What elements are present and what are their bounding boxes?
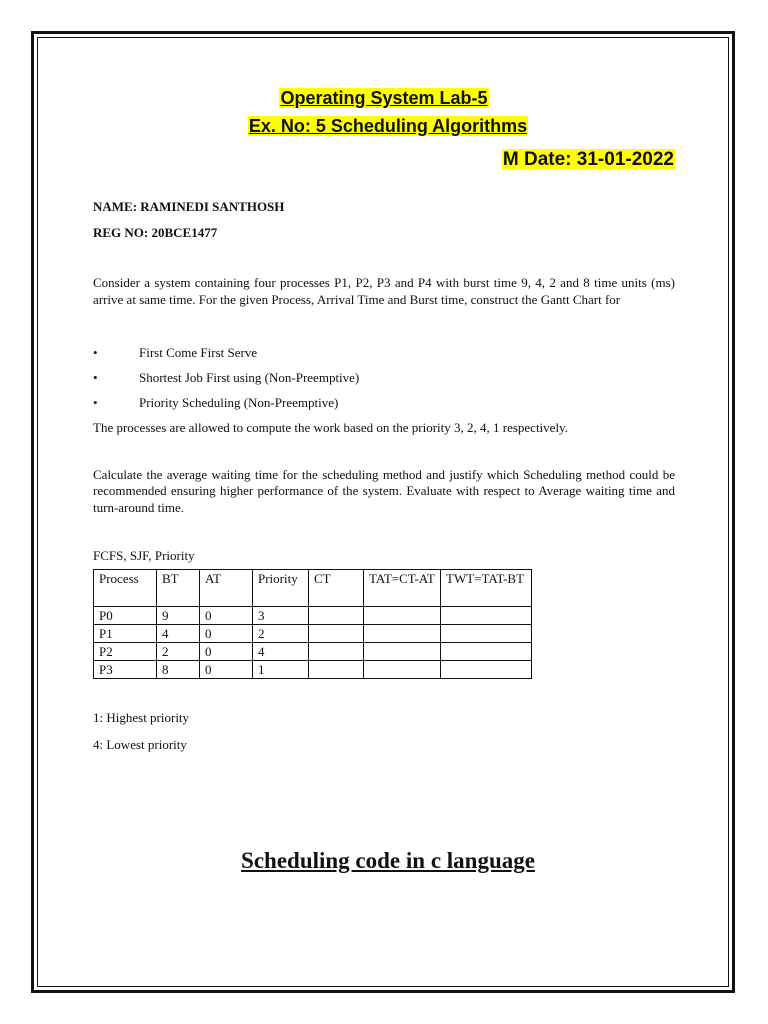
table-cell — [441, 643, 532, 661]
table-row — [94, 643, 532, 661]
table-cell — [309, 625, 364, 643]
table-cell — [364, 643, 441, 661]
table-cell: 2 — [157, 643, 200, 661]
subtitle-row — [101, 114, 675, 142]
table-cell: P1 — [94, 625, 157, 643]
table-cell: 4 — [157, 625, 200, 643]
bullet-icon: • — [93, 395, 98, 410]
column-header-process: Process — [94, 570, 157, 607]
table-row — [94, 607, 532, 625]
method-label: Shortest Job First using (Non-Preemptive) — [139, 370, 360, 385]
document-date: M Date: 31-01-2022 — [502, 149, 674, 170]
table-cell — [441, 661, 532, 679]
student-name: NAME: RAMINEDI SANTHOSH — [93, 199, 285, 214]
table-cell: 3 — [253, 607, 309, 625]
problem-intro: Consider a system containing four processes P1, P2, P3 and P4 with burst time 9, 4, 2 and 8 time units (ms) arrive at same time. For the given Process, Arrival Time and Burst time, construct the Gantt Chart for — [93, 275, 675, 307]
legend-lowest-priority: 4: Lowest priority — [93, 737, 187, 752]
table-cell — [309, 661, 364, 679]
table-cell — [364, 661, 441, 679]
list-item — [93, 370, 675, 395]
column-header-priority: Priority — [253, 570, 309, 607]
table-cell — [441, 607, 532, 625]
table-cell: P0 — [94, 607, 157, 625]
title-row — [93, 86, 675, 114]
table-cell: 9 — [157, 607, 200, 625]
method-label: First Come First Serve — [139, 345, 258, 360]
table-cell — [441, 625, 532, 643]
column-header-tat: TAT=CT-AT — [364, 570, 441, 607]
table-cell: P2 — [94, 643, 157, 661]
process-table — [93, 569, 532, 679]
table-header-row — [94, 570, 532, 607]
table-cell: 0 — [200, 661, 253, 679]
column-header-twt: TWT=TAT-BT — [441, 570, 532, 607]
list-item — [93, 395, 675, 420]
student-reg-no: REG NO: 20BCE1477 — [93, 225, 218, 240]
table-cell: P3 — [94, 661, 157, 679]
code-section-heading: Scheduling code in c language — [241, 848, 535, 873]
column-header-ct: CT — [309, 570, 364, 607]
methods-list — [93, 345, 675, 420]
table-cell — [309, 607, 364, 625]
method-label: Priority Scheduling (Non-Preemptive) — [139, 395, 339, 410]
table-cell: 0 — [200, 643, 253, 661]
table-cell: 0 — [200, 625, 253, 643]
document-content — [93, 86, 675, 875]
column-header-bt: BT — [157, 570, 200, 607]
table-row — [94, 625, 532, 643]
table-cell — [364, 625, 441, 643]
document-subtitle: Ex. No: 5 Scheduling Algorithms — [248, 116, 528, 136]
table-cell — [309, 643, 364, 661]
table-cell: 1 — [253, 661, 309, 679]
bullet-icon: • — [93, 370, 98, 385]
list-item — [93, 345, 675, 370]
column-header-at: AT — [200, 570, 253, 607]
document-title: Operating System Lab-5 — [280, 88, 488, 108]
calculation-instructions: Calculate the average waiting time for the scheduling method and justify which Scheduling method could be recommended ensuring higher performance of the system. Evaluate with respect to Average waiting time and turn-around time. — [93, 466, 675, 515]
priority-note: The processes are allowed to compute the work based on the priority 3, 2, 4, 1 respectively. — [93, 420, 568, 435]
table-row — [94, 661, 532, 679]
table-cell — [364, 607, 441, 625]
date-row — [93, 146, 675, 178]
table-cell: 4 — [253, 643, 309, 661]
table-cell: 8 — [157, 661, 200, 679]
bullet-icon: • — [93, 345, 98, 360]
table-cell: 2 — [253, 625, 309, 643]
table-cell: 0 — [200, 607, 253, 625]
algorithms-line: FCFS, SJF, Priority — [93, 548, 195, 563]
legend-highest-priority: 1: Highest priority — [93, 710, 190, 725]
